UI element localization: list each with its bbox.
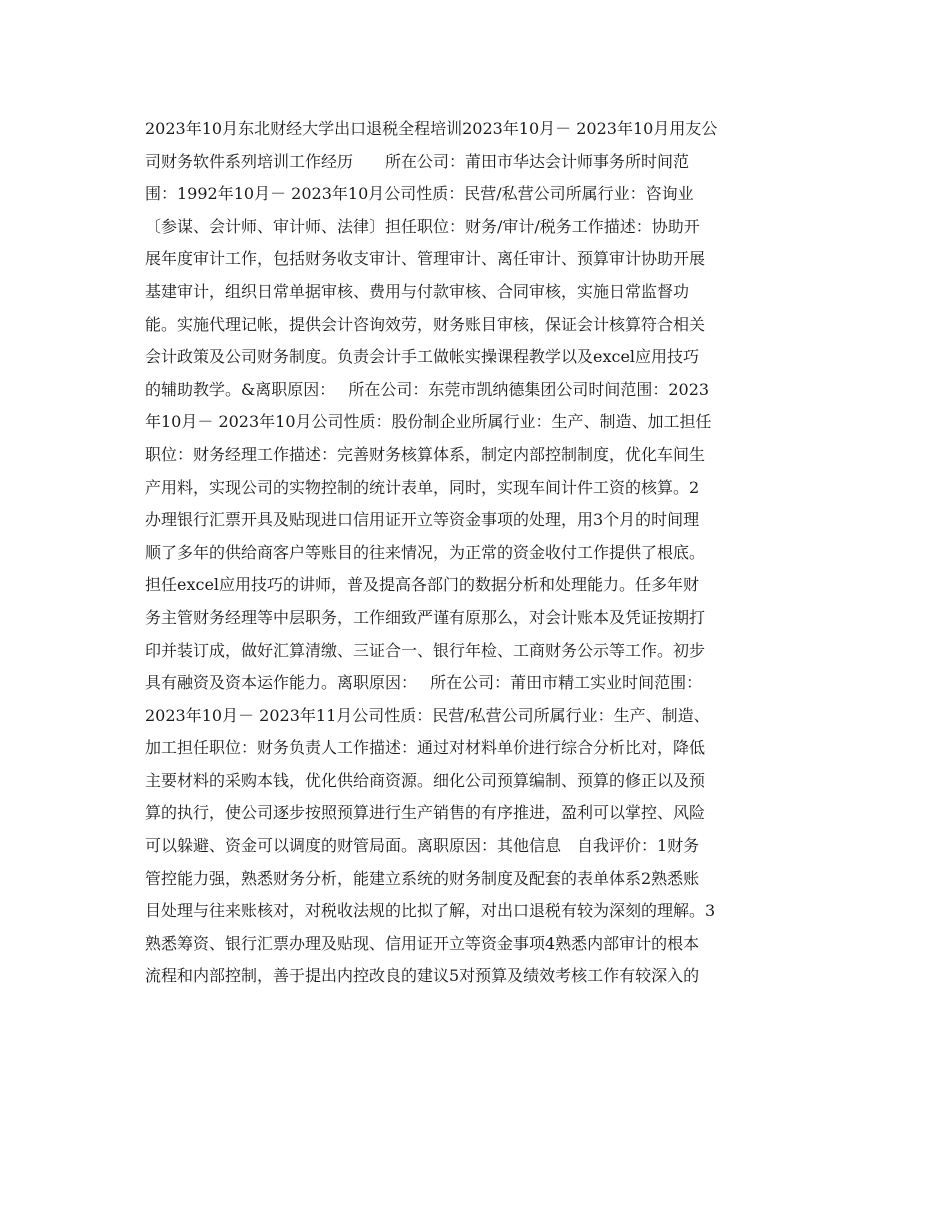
text-line: 〔参谋、会计师、审计师、法律〕担任职位：财务/审计/税务工作描述：协助开 [145, 216, 700, 236]
text-line: 2023年10月东北财经大学出口退税全程培训2023年10月－ 2023年10月用友公 [145, 119, 718, 138]
text-line: 司财务软件系列培训工作经历 所在公司：莆田市华达会计师事务所时间范 [145, 151, 690, 171]
text-line: 目处理与往来账核对，对税收法规的比拟了解，对出口退税有较为深刻的理解。3 [145, 901, 716, 921]
text-line: 围：1992年10月－ 2023年10月公司性质：民营/私营公司所属行业：咨询业 [145, 184, 694, 204]
text-line: 年10月－ 2023年10月公司性质：股份制企业所属行业：生产、制造、加工担任 [145, 412, 712, 432]
document-body [145, 113, 805, 993]
text-line: 2023年10月－ 2023年11月公司性质：民营/私营公司所属行业：生产、制造、 [145, 705, 710, 725]
text-line: 务主管财务经理等中层职务，工作细致严谨有原那么，对会计账本及凭证按期打 [145, 607, 706, 627]
text-line: 能。实施代理记帐，提供会计咨询效劳，财务账目审核，保证会计核算符合相关 [145, 314, 706, 334]
text-line: 顺了多年的供给商客户等账目的往来情况，为正常的资金收付工作提供了根底。 [145, 542, 706, 562]
text-line: 印并装订成，做好汇算清缴、三证合一、银行年检、工商财务公示等工作。初步 [145, 640, 706, 660]
text-line: 具有融资及资本运作能力。离职原因： 所在公司：莆田市精工实业时间范围： [145, 673, 703, 693]
text-line: 可以躲避、资金可以调度的财管局面。离职原因：其他信息 自我评价：1财务 [145, 836, 700, 856]
text-line: 熟悉筹资、银行汇票办理及贴现、信用证开立等资金事项4熟悉内部审计的根本 [145, 933, 700, 953]
text-line: 算的执行，使公司逐步按照预算进行生产销售的有序推进，盈利可以掌控、风险 [145, 803, 706, 823]
text-line: 担任excel应用技巧的讲师，普及提高各部门的数据分析和处理能力。任多年财 [145, 575, 700, 595]
text-line: 加工担任职位：财务负责人工作描述：通过对材料单价进行综合分析比对，降低 [145, 738, 706, 758]
text-line: 产用料，实现公司的实物控制的统计表单，同时，实现车间计件工资的核算。2 [145, 477, 700, 497]
text-line: 流程和内部控制，善于提出内控改良的建议5对预算及绩效考核工作有较深入的 [145, 966, 700, 986]
text-line: 展年度审计工作，包括财务收支审计、管理审计、离任审计、预算审计协助开展 [145, 249, 706, 269]
text-line: 办理银行汇票开具及贴现进口信用证开立等资金事项的处理，用3个月的时间理 [145, 510, 700, 530]
text-line: 基建审计，组织日常单据审核、费用与付款审核、合同审核，实施日常监督功 [145, 281, 690, 301]
text-line: 职位：财务经理工作描述：完善财务核算体系，制定内部控制制度，优化车间生 [145, 444, 706, 464]
text-line: 管控能力强，熟悉财务分析，能建立系统的财务制度及配套的表单体系2熟悉账 [145, 868, 700, 888]
text-line: 会计政策及公司财务制度。负责会计手工做帐实操课程教学以及excel应用技巧 [145, 347, 700, 367]
text-line: 主要材料的采购本钱，优化供给商资源。细化公司预算编制、预算的修正以及预 [145, 770, 706, 790]
text-line: 的辅助教学。&离职原因： 所在公司：东莞市凯纳德集团公司时间范围：2023 [145, 379, 710, 399]
